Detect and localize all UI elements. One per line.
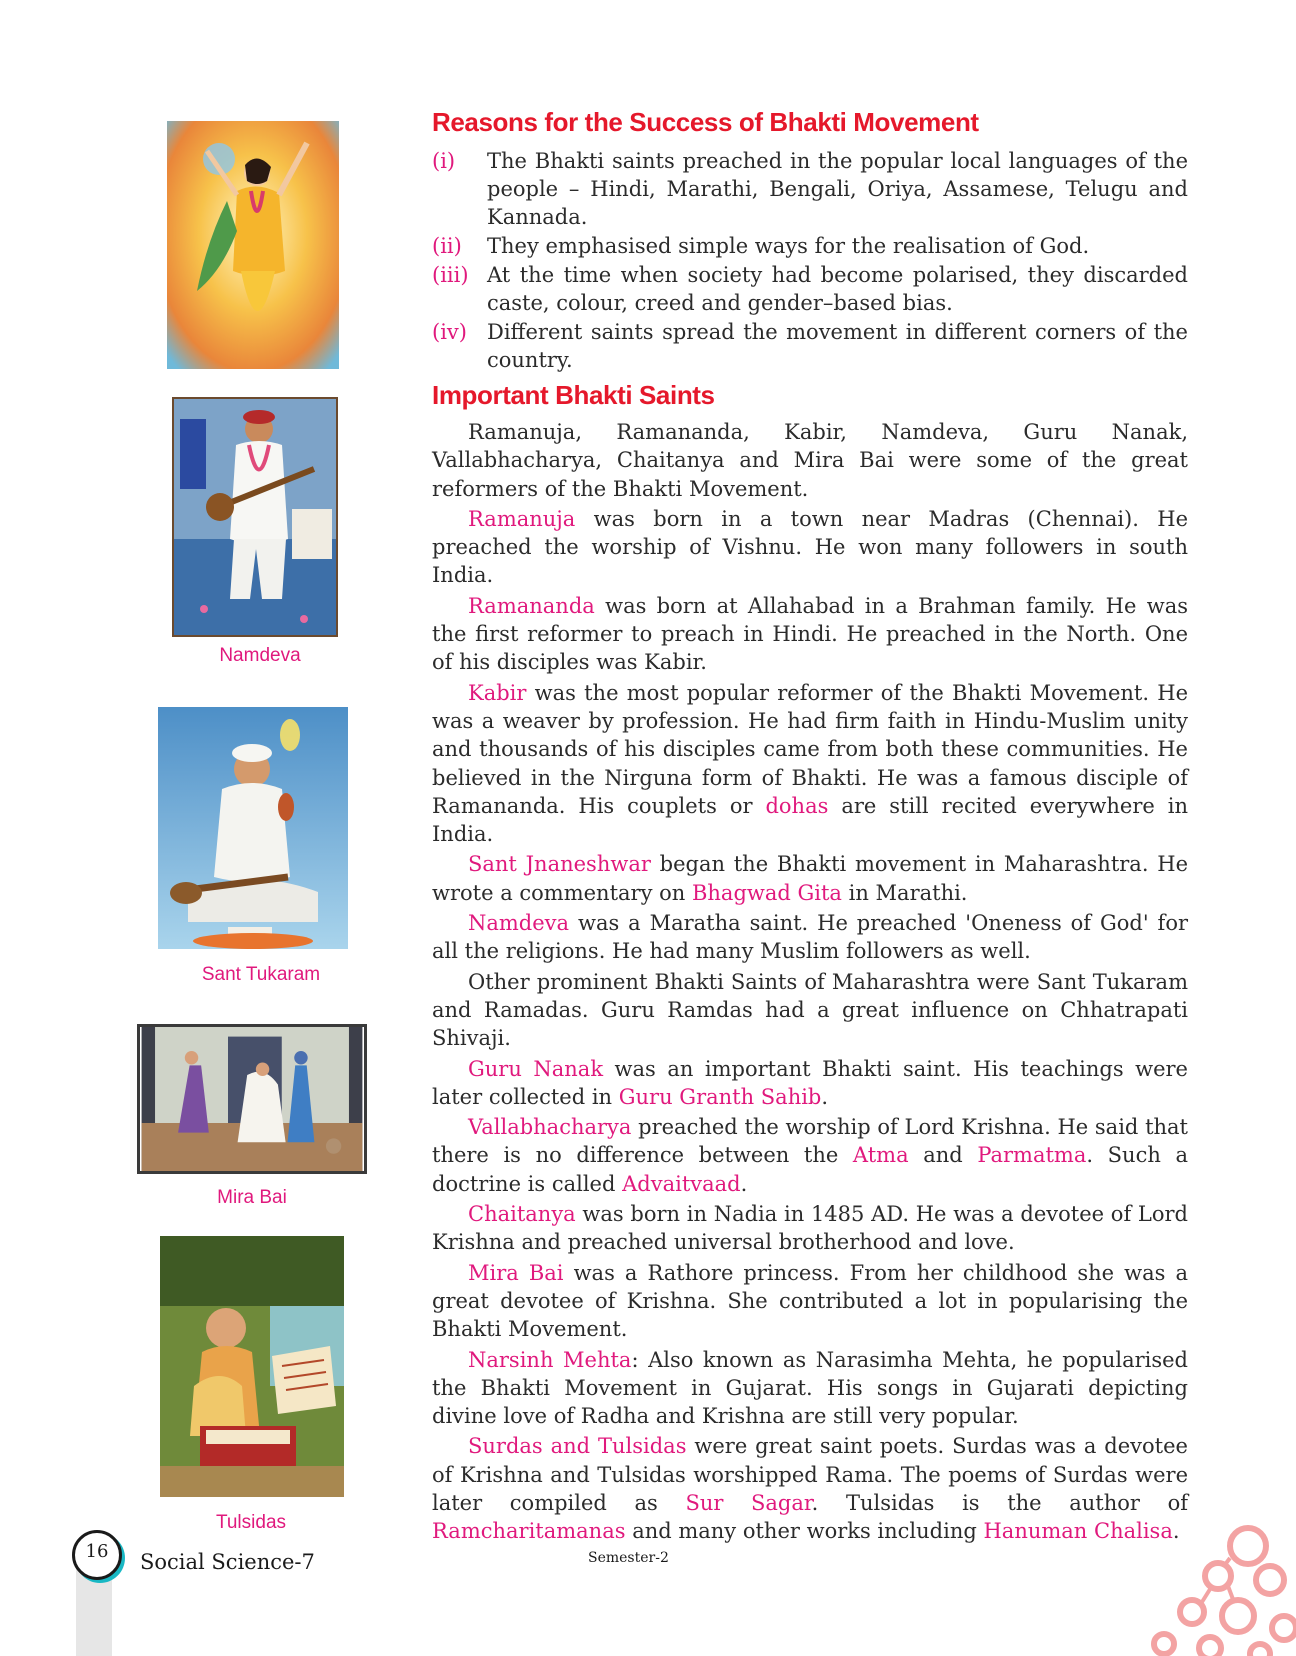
tukaram-painting [158,707,348,949]
paragraph-text: were great saint poets. Surdas was a devotee of Krishna and Tulsidas worshipped Rama. The poems of Surdas were later compiled as [432,1434,1188,1515]
paragraph-text: . Tulsidas is the author of [811,1490,1188,1515]
reason-item [432,261,1188,317]
term-highlight: Chaitanya [468,1202,576,1227]
term-highlight: Bhagwad Gita [691,880,842,905]
chaitanya-image [167,121,339,369]
mirabai-painting [137,1024,367,1174]
saints-heading: Important Bhakti Saints [432,380,715,410]
term-highlight: Ramcharitamanas [432,1519,626,1544]
reason-item [432,232,1188,260]
term-highlight: Parmatma [977,1143,1087,1168]
paragraph-text: . [821,1084,829,1109]
paragraph-text: in Marathi. [841,880,968,905]
reason-number: (i) [432,149,456,173]
page-number: 16 [85,1541,109,1562]
term-highlight: Kabir [468,680,527,705]
term-highlight: dohas [765,793,829,818]
term-highlight: Sur Sagar [685,1490,812,1515]
paragraph-ramananda [432,592,1188,677]
paragraph-text: was the most popular reformer of the Bhakti Movement. He was a weaver by profession. He had firm faith in Hindu-Muslim unity and thousands of his disciples came from both these communities. He believed in the Nirguna form of Bhakti. He was a famous disciple of Ramananda. His couplets or [432,680,1188,818]
reason-text: At the time when society had become polarised, they discarded caste, colour, creed and gender–based bias. [487,263,1188,315]
semester-label: Semester-2 [588,1550,669,1566]
paragraph-text: was born at Allahabad in a Brahman family. He was the first reformer to preach in Hindi. He preached in the North. One of his disciples was Kabir. [432,593,1188,675]
paragraph-text: are still recited everywhere in India. [432,793,1188,847]
paragraph-mira-bai [432,1259,1188,1344]
corner-circles-decoration [1120,1516,1296,1656]
caption-mirabai: Mira Bai [217,1187,287,1208]
paragraph-kabir [432,679,1188,849]
paragraph-jnaneshwar [432,850,1188,907]
book-title: Social Science-7 [140,1550,315,1574]
reasons-heading: Reasons for the Success of Bhakti Movement [432,107,979,137]
term-highlight: Hanuman Chalisa [983,1519,1173,1544]
paragraph-text: was a Maratha saint. He preached 'Oneness of God' for all the religions. He had many Muslim followers as well. [432,911,1188,964]
paragraph-text: preached the worship of Lord Krishna. He said that there is no difference between the [432,1115,1188,1168]
mirabai-image [140,1027,364,1171]
tulsidas-painting [160,1236,344,1497]
paragraph-vallabhacharya [432,1113,1188,1198]
reason-number: (iii) [432,263,469,287]
namdeva-painting [172,397,338,637]
paragraph-namdeva [432,909,1188,966]
caption-tukaram: Sant Tukaram [201,964,321,985]
paragraph-text: and [908,1143,978,1168]
tukaram-image [158,707,348,949]
term-highlight: Vallabhacharya [468,1115,632,1140]
reason-number: (ii) [432,234,462,258]
term-highlight: Mira Bai [468,1260,564,1285]
term-highlight: Guru Nanak [468,1056,604,1081]
term-highlight: Guru Granth Sahib [618,1084,822,1109]
reason-text: They emphasised simple ways for the realisation of God. [487,234,1090,258]
term-highlight: Advaitvaad [622,1171,741,1196]
paragraph-narsinh-mehta [432,1346,1188,1431]
paragraph-text: was born in a town near Madras (Chennai). He preached the worship of Vishnu. He won many followers in south India. [432,506,1188,588]
paragraph-surdas-tulsidas [432,1432,1188,1545]
term-highlight: Atma [852,1143,909,1168]
reasons-list [432,147,1188,375]
paragraph-text: : Also known as Narasimha Mehta, he popularised the Bhakti Movement in Gujarat. His songs in Gujarati depicting divine love of Radha and Krishna are still very popular. [432,1347,1188,1429]
tulsidas-image [160,1236,344,1497]
caption-tulsidas: Tulsidas [215,1512,287,1533]
paragraph-text: . Such a doctrine is called [432,1143,1188,1196]
paragraph-chaitanya [432,1200,1188,1257]
paragraph-text: was born in Nadia in 1485 AD. He was a devotee of Lord Krishna and preached universal brotherhood and love. [432,1202,1188,1255]
paragraph-intro: Ramanuja, Ramananda, Kabir, Namdeva, Guru Nanak, Vallabhacharya, Chaitanya and Mira Bai were some of the great reformers of the Bhakti Movement. [432,420,1188,501]
reason-text: Different saints spread the movement in different corners of the country. [487,320,1188,372]
term-highlight: Surdas and Tulsidas [468,1434,687,1459]
paragraph-text: began the Bhakti movement in Maharashtra. He wrote a commentary on [432,852,1188,905]
paragraph-text: . [740,1171,748,1196]
paragraph-ramanuja [432,505,1188,590]
term-highlight: Ramananda [468,593,595,618]
reason-item [432,318,1188,374]
reason-text: The Bhakti saints preached in the popular local languages of the people – Hindi, Marathi, Bengali, Oriya, Assamese, Telugu and Kannada. [487,149,1188,229]
saints-body [432,418,1188,1548]
paragraph-text: and many other works including [625,1519,984,1544]
term-highlight: Narsinh Mehta [468,1347,632,1372]
paragraph-guru-nanak [432,1055,1188,1112]
reason-item [432,147,1188,231]
term-highlight: Namdeva [468,911,570,936]
reason-number: (iv) [432,320,467,344]
term-highlight: Sant Jnaneshwar [468,852,651,877]
namdeva-image [174,399,336,635]
paragraph-text: was a Rathore princess. From her childhood she was a great devotee of Krishna. She contributed a lot in popularising the Bhakti Movement. [432,1260,1189,1342]
paragraph-text: . [1172,1519,1180,1544]
term-highlight: Ramanuja [468,506,576,531]
paragraph-maharashtra-saints: Other prominent Bhakti Saints of Maharashtra were Sant Tukaram and Ramadas. Guru Ramdas had a great influence on Chhatrapati Shivaji. [432,969,1188,1051]
paragraph-text: was an important Bhakti saint. His teachings were later collected in [432,1056,1188,1109]
caption-namdeva: Namdeva [219,645,301,666]
chaitanya-painting [167,121,339,369]
